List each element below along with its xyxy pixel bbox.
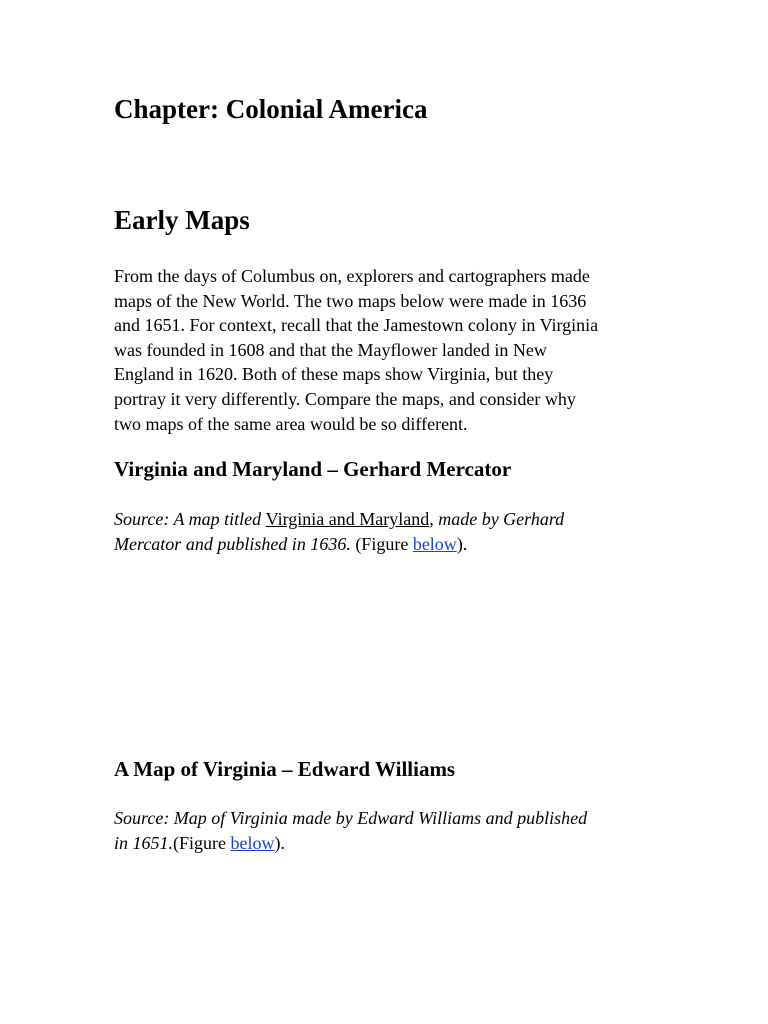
figure-closing: ).: [274, 832, 286, 853]
figure-below-link[interactable]: below: [412, 533, 457, 554]
source-suffix: , made by Gerhard: [429, 509, 565, 529]
mercator-source-line-2: [114, 532, 564, 557]
intro-line: maps of the New World. The two maps below were made in 1636: [114, 290, 587, 311]
williams-source-line-2: [114, 831, 587, 856]
williams-source-line-1: Source: Map of Virginia made by Edward Williams and published: [114, 808, 588, 828]
mercator-source-caption: [114, 507, 564, 556]
intro-paragraph: [114, 264, 674, 436]
williams-source-caption: [114, 806, 587, 855]
intro-line: two maps of the same area would be so different.: [114, 413, 468, 434]
mercator-map-title: Virginia and Maryland: [265, 509, 430, 529]
mercator-source-line-1: [114, 507, 564, 532]
section-title: Early Maps: [114, 205, 250, 235]
source-prefix: Source: A map titled: [114, 509, 266, 529]
intro-line: and 1651. For context, recall that the Jamestown colony in Virginia: [114, 315, 599, 336]
figure-closing: ).: [456, 533, 468, 554]
source-publication: in 1651.: [114, 832, 174, 853]
williams-map-heading: A Map of Virginia – Edward Williams: [114, 757, 456, 781]
intro-line: portray it very differently. Compare the maps, and consider why: [114, 388, 576, 409]
intro-line: From the days of Columbus on, explorers and cartographers made: [114, 266, 590, 286]
mercator-map-heading: Virginia and Maryland – Gerhard Mercator: [114, 457, 512, 481]
intro-line: was founded in 1608 and that the Mayflower landed in New: [114, 339, 547, 360]
chapter-title: Chapter: Colonial America: [114, 94, 428, 124]
figure-text: (Figure: [350, 533, 413, 554]
source-publication: Mercator and published in 1636.: [114, 533, 351, 554]
figure-text: (Figure: [173, 832, 231, 853]
figure-below-link[interactable]: below: [230, 832, 275, 853]
intro-line: England in 1620. Both of these maps show Virginia, but they: [114, 364, 554, 385]
